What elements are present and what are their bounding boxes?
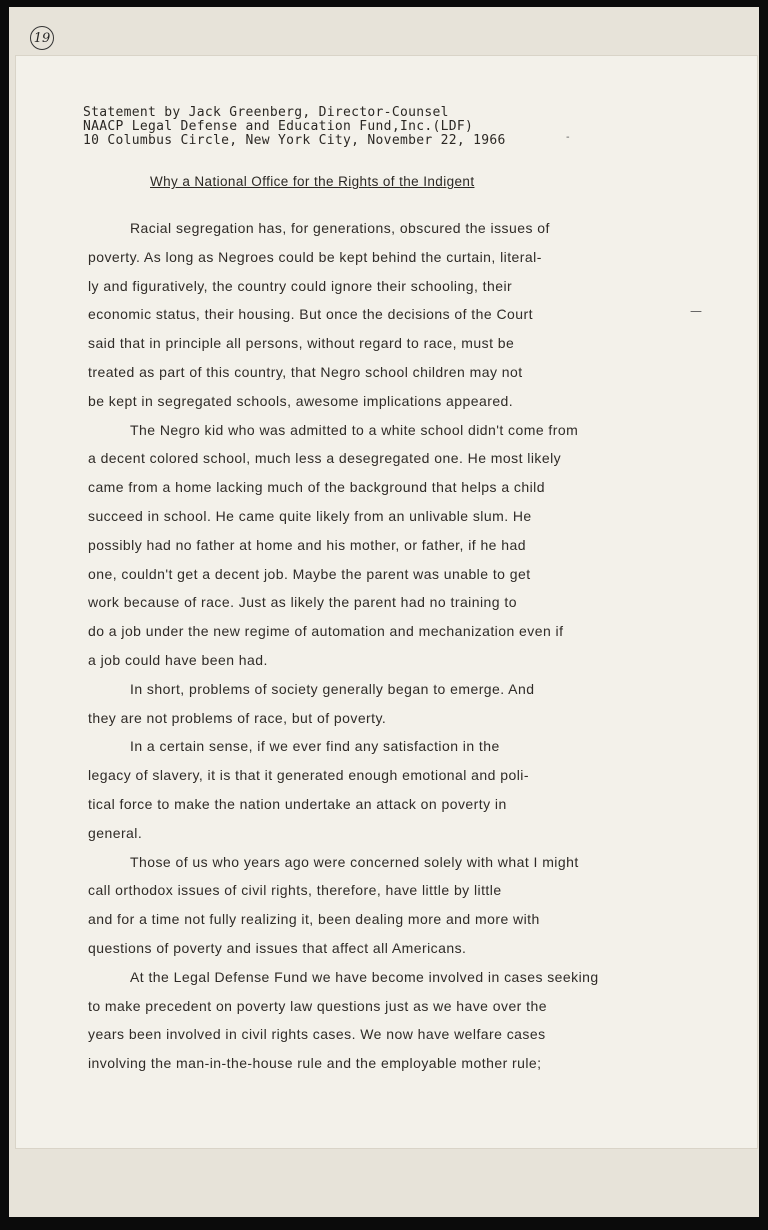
- text-line: In a certain sense, if we ever find any satisfaction in the: [130, 738, 500, 755]
- text-line: legacy of slavery, it is that it generated enough emotional and poli-: [88, 767, 529, 784]
- text-line: The Negro kid who was admitted to a white school didn't come from: [130, 421, 579, 438]
- text-line: and for a time not fully realizing it, been dealing more and more with: [88, 911, 540, 928]
- text-line: a decent colored school, much less a desegregated one. He most likely: [88, 450, 562, 467]
- text-line: be kept in segregated schools, awesome implications appeared.: [88, 392, 514, 409]
- text-line: call orthodox issues of civil rights, therefore, have little by little: [88, 882, 502, 899]
- text-line: years been involved in civil rights cases. We now have welfare cases: [88, 1026, 546, 1043]
- header-line-author: Statement by Jack Greenberg, Director-Counsel: [83, 105, 449, 120]
- text-line: treated as part of this country, that Negro school children may not: [88, 363, 523, 380]
- text-line: Racial segregation has, for generations, obscured the issues of: [130, 220, 550, 236]
- text-line: said that in principle all persons, without regard to race, must be: [88, 335, 515, 352]
- text-line: tical force to make the nation undertake an attack on poverty in: [88, 795, 507, 812]
- document-title: Why a National Office for the Rights of the Indigent: [150, 174, 475, 189]
- folio-number: 19: [30, 26, 54, 50]
- text-line: succeed in school. He came quite likely from an unlivable slum. He: [88, 507, 532, 524]
- text-line: In short, problems of society generally began to emerge. And: [130, 680, 535, 697]
- text-line: they are not problems of race, but of poverty.: [88, 709, 387, 726]
- text-line: a job could have been had.: [88, 651, 268, 668]
- text-line: one, couldn't get a decent job. Maybe the parent was unable to get: [88, 565, 531, 582]
- text-line: to make precedent on poverty law questions just as we have over the: [88, 997, 547, 1014]
- margin-dash: —: [690, 304, 702, 318]
- header-line-organization: NAACP Legal Defense and Education Fund,Inc.(LDF): [83, 119, 474, 134]
- text-line: do a job under the new regime of automation and mechanization even if: [88, 623, 564, 640]
- text-line: work because of race. Just as likely the parent had no training to: [88, 594, 517, 611]
- text-line: Those of us who years ago were concerned solely with what I might: [130, 853, 579, 870]
- text-line: involving the man-in-the-house rule and the employable mother rule;: [88, 1055, 542, 1072]
- statement-header: [83, 106, 506, 148]
- text-line: questions of poverty and issues that affect all Americans.: [88, 939, 467, 956]
- text-line: At the Legal Defense Fund we have become involved in cases seeking: [130, 968, 599, 985]
- document-body: [88, 214, 708, 1078]
- text-line: economic status, their housing. But once the decisions of the Court: [88, 306, 533, 323]
- text-line: poverty. As long as Negroes could be kept behind the curtain, literal-: [88, 248, 542, 265]
- header-line-address-date: 10 Columbus Circle, New York City, November 22, 1966: [83, 133, 506, 148]
- text-line: ly and figuratively, the country could ignore their schooling, their: [88, 277, 513, 294]
- text-line: came from a home lacking much of the background that helps a child: [88, 479, 545, 496]
- text-line: possibly had no father at home and his mother, or father, if he had: [88, 536, 526, 553]
- text-line: general.: [88, 824, 143, 841]
- stray-mark: -: [566, 132, 570, 143]
